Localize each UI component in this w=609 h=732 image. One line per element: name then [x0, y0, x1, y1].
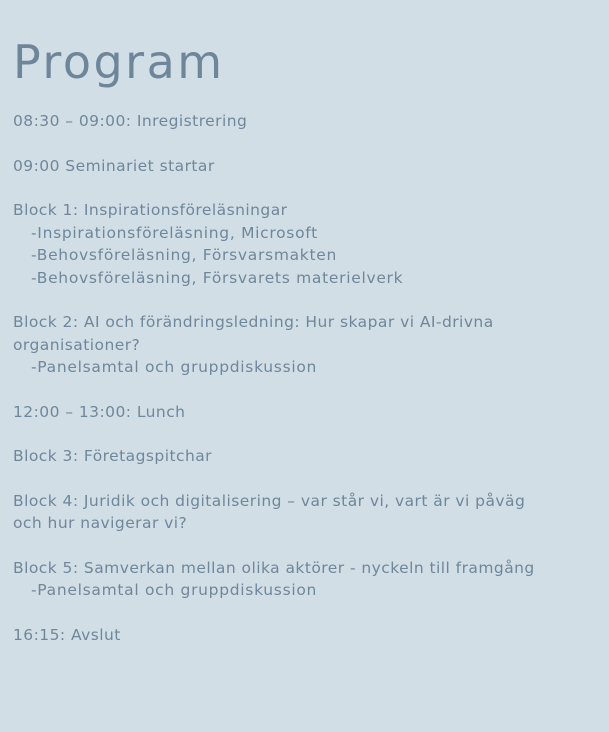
- program-subitem: -Panelsamtal och gruppdiskussion: [31, 581, 318, 599]
- program-section-block-1: [13, 199, 597, 289]
- program-text-line: 08:30 – 09:00: Inregistrering: [13, 112, 248, 130]
- program-section-block-2: [13, 311, 597, 379]
- program-section-block-3: [13, 445, 597, 468]
- program-subitem: -Behovsföreläsning, Försvarsmakten: [31, 246, 338, 264]
- program-text-line: Block 3: Företagspitchar: [13, 447, 213, 465]
- program-text-line: Block 4: Juridik och digitalisering – var står vi, vart är vi påväg: [13, 491, 526, 510]
- program-subitem: -Behovsföreläsning, Försvarets materielverk: [31, 268, 404, 287]
- program-section-block-5: [13, 557, 597, 602]
- program-text-line: och hur navigerar vi?: [13, 514, 188, 532]
- program-section-closing: [13, 624, 597, 647]
- program-subitem: -Inspirationsföreläsning, Microsoft: [31, 223, 318, 242]
- program-text-line: organisationer?: [13, 335, 141, 354]
- program-text-line: 12:00 – 13:00: Lunch: [13, 402, 186, 421]
- program-text-line: 16:15: Avslut: [13, 625, 121, 644]
- program-section-lunch: [13, 401, 597, 424]
- program-text-line: Block 1: Inspirationsföreläsningar: [13, 201, 288, 219]
- program-section-block-4: [13, 490, 597, 535]
- program-section-registration: [13, 110, 597, 133]
- program-text-line: Block 2: AI och förändringsledning: Hur skapar vi AI-drivna: [13, 313, 494, 331]
- program-text-line: 09:00 Seminariet startar: [13, 156, 215, 175]
- program-section-seminar-start: [13, 155, 597, 178]
- program-subitem: -Panelsamtal och gruppdiskussion: [31, 358, 318, 376]
- program-text-line: Block 5: Samverkan mellan olika aktörer - nyckeln till framgång: [13, 558, 535, 577]
- page-title: Program: [13, 35, 225, 89]
- program-list: [13, 110, 597, 646]
